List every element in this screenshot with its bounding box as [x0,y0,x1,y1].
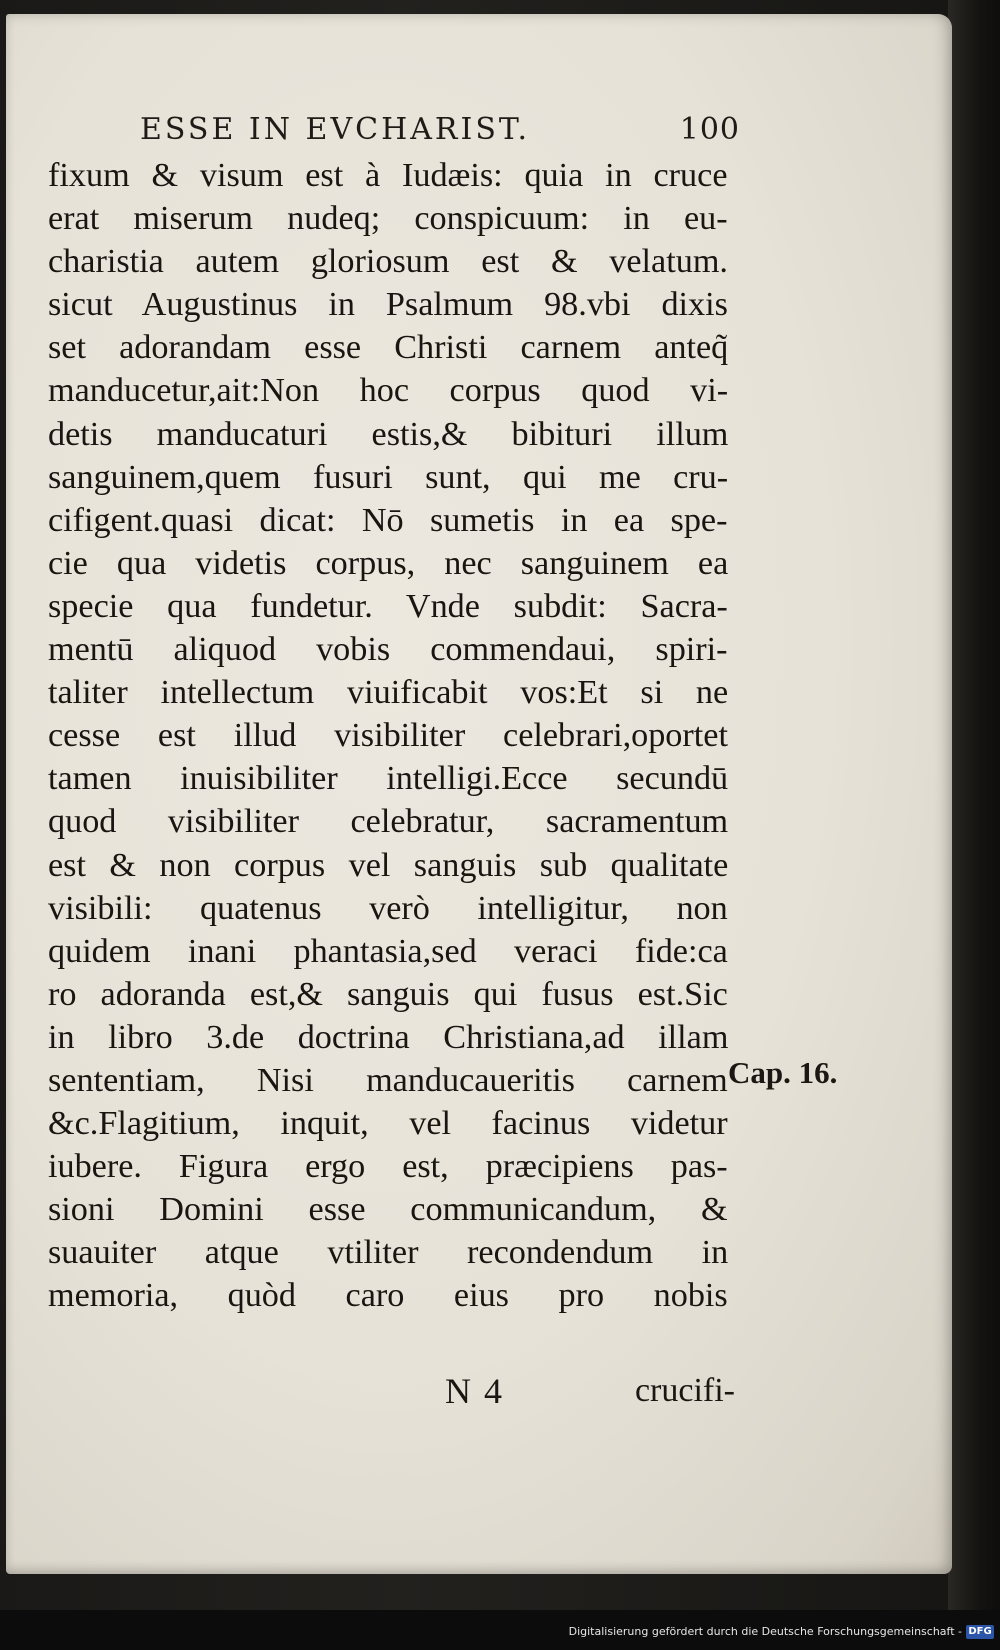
signature-mark: N 4 [445,1371,504,1411]
text-line: cesse est illud visibiliter celebrari,oportet [48,717,728,755]
body-text [48,154,728,1318]
text-line: charistia autem gloriosum est & velatum. [48,243,728,281]
text-line: &c.Flagitium, inquit, vel facinus videtur [48,1105,728,1143]
text-line: in libro 3.de doctrina Christiana,ad illam [48,1018,729,1056]
text-line: erat miserum nudeq; conspicuum: in eu- [48,200,728,238]
text-line: tamen inuisibiliter intelligi.Ecce secundū [48,760,729,798]
text-line: taliter intellectum viuificabit vos:Et si ne [48,674,729,712]
text-line: cie qua videtis corpus, nec sanguinem ea [48,544,729,582]
text-line: quidem inani phantasia,sed veraci fide:ca [48,932,728,970]
marginal-note: Cap. 16. [728,1055,838,1090]
text-line: manducetur,ait:Non hoc corpus quod vi- [48,372,729,410]
text-line: est & non corpus vel sanguis sub qualitate [48,846,729,884]
text-line: suauiter atque vtiliter recondendum in [48,1234,729,1272]
text-line: fixum & visum est à Iudæis: quia in cruce [48,157,728,194]
text-line: detis manducaturi estis,& bibituri illum [48,415,729,453]
page-footer [445,1370,735,1420]
dfg-logo: DFG [966,1625,994,1639]
text-line: quod visibiliter celebratur, sacramentum [48,803,729,841]
funding-credit: Digitalisierung gefördert durch die Deutsche Forschungsgemeinschaft - [568,1625,962,1638]
text-line: visibili: quatenus verò intelligitur, non [48,889,728,927]
text-line: memoria, quòd caro eius pro nobis [48,1277,728,1315]
text-line: set adorandam esse Christi carnem anteq̃ [48,329,729,367]
text-line: mentū aliquod vobis commendaui, spiri- [48,631,728,669]
text-line: sioni Domini esse communicandum, & [48,1191,728,1229]
text-line: ro adoranda est,& sanguis qui fusus est.Sic [48,975,728,1013]
text-line: sicut Augustinus in Psalmum 98.vbi dixis [48,286,728,324]
text-line: iubere. Figura ergo est, præcipiens pas- [48,1148,728,1186]
text-line: sanguinem,quem fusuri sunt, qui me cru- [48,458,729,496]
text-line: cifigent.quasi dicat: Nō sumetis in ea spe- [48,501,728,539]
text-line: sententiam, Nisi manducaueritis carnem [48,1061,728,1099]
credit-bar [0,1610,1000,1650]
book-binding-edge [948,0,1000,1610]
page-number: 100 [679,112,740,147]
catchword: crucifi- [634,1372,735,1409]
text-line: specie qua fundetur. Vnde subdit: Sacra- [48,587,728,625]
running-head: ESSE IN EVCHARIST. [140,112,531,147]
